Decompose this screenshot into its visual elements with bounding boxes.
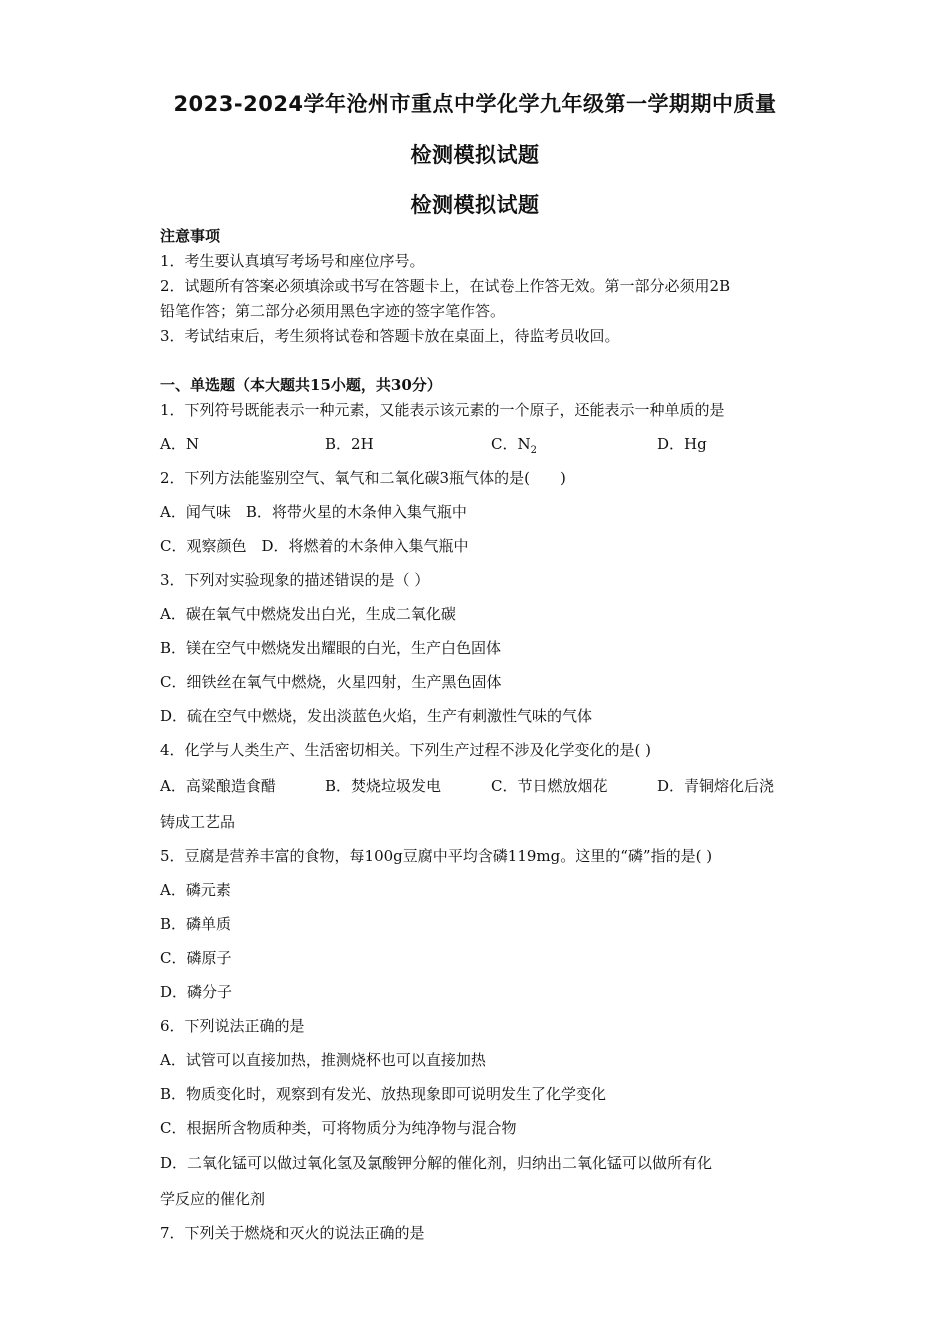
- q3-stem: 3．下列对实验现象的描述错误的是（ ）: [160, 571, 430, 589]
- exam-title-line-3: 检测模拟试题: [410, 193, 540, 217]
- q6-option-a: A．试管可以直接加热，推测烧杯也可以直接加热: [160, 1051, 486, 1069]
- q6-stem: 6．下列说法正确的是: [160, 1017, 305, 1035]
- notice-item-2: 2．试题所有答案必须填涂或书写在答题卡上，在试卷上作答无效。第一部分必须用2B: [160, 277, 731, 295]
- q4-option-d-cont: 铸成工艺品: [160, 813, 236, 831]
- q5-stem: 5．豆腐是营养丰富的食物，每100g豆腐中平均含磷119mg。这里的“磷”指的是( ): [160, 847, 713, 865]
- q6-option-d: D．二氧化锰可以做过氧化氢及氯酸钾分解的催化剂，归纳出二氧化锰可以做所有化: [160, 1154, 713, 1172]
- q1-option-a: A．N: [160, 435, 199, 453]
- q2-stem: 2．下列方法能鉴别空气、氧气和二氧化碳3瓶气体的是( ): [160, 469, 566, 487]
- q4-option-a: A．高粱酿造食醋: [160, 777, 276, 795]
- q1-option-b: B．2H: [325, 435, 374, 453]
- q1-option-c-text: C．N: [491, 435, 531, 453]
- q2-options-cd: C．观察颜色 D．将燃着的木条伸入集气瓶中: [160, 537, 469, 555]
- q3-option-c: C．细铁丝在氧气中燃烧，火星四射，生产黑色固体: [160, 673, 502, 691]
- q5-option-b: B．磷单质: [160, 915, 232, 933]
- q3-option-d: D．硫在空气中燃烧，发出淡蓝色火焰，生产有刺激性气味的气体: [160, 707, 593, 725]
- q4-option-c: C．节日燃放烟花: [491, 777, 608, 795]
- exam-title-line-1: 2023-2024学年沧州市重点中学化学九年级第一学期期中质量: [173, 92, 777, 116]
- q2-options-ab: A．闻气味 B．将带火星的木条伸入集气瓶中: [160, 503, 467, 521]
- notice-item-2-cont: 铅笔作答；第二部分必须用黑色字迹的签字笔作答。: [160, 302, 506, 320]
- exam-title-line-2: 检测模拟试题: [410, 143, 540, 167]
- q5-option-a: A．磷元素: [160, 881, 231, 899]
- q4-option-d: D．青铜熔化后浇: [657, 777, 775, 795]
- q1-stem: 1．下列符号既能表示一种元素，又能表示该元素的一个原子，还能表示一种单质的是: [160, 401, 725, 419]
- q6-option-b: B．物质变化时，观察到有发光、放热现象即可说明发生了化学变化: [160, 1085, 607, 1103]
- notice-item-3: 3．考试结束后，考生须将试卷和答题卡放在桌面上，待监考员收回。: [160, 327, 620, 345]
- q5-option-d: D．磷分子: [160, 983, 233, 1001]
- q6-option-d-cont: 学反应的催化剂: [160, 1190, 266, 1208]
- notice-heading: 注意事项: [160, 227, 221, 245]
- q6-option-c: C．根据所含物质种类，可将物质分为纯净物与混合物: [160, 1119, 517, 1137]
- q3-option-b: B．镁在空气中燃烧发出耀眼的白光，生产白色固体: [160, 639, 502, 657]
- q1-option-c: [491, 434, 537, 461]
- notice-item-1: 1．考生要认真填写考场号和座位序号。: [160, 252, 425, 270]
- q7-stem: 7．下列关于燃烧和灭火的说法正确的是: [160, 1224, 425, 1242]
- q3-option-a: A．碳在氧气中燃烧发出白光，生成二氧化碳: [160, 605, 456, 623]
- q1-option-c-subscript: 2: [530, 445, 537, 456]
- q1-option-d: D．Hg: [657, 435, 707, 453]
- q5-option-c: C．磷原子: [160, 949, 232, 967]
- q4-stem: 4．化学与人类生产、生活密切相关。下列生产过程不涉及化学变化的是( ): [160, 741, 652, 759]
- section-heading: 一、单选题（本大题共15小题，共30分）: [160, 376, 442, 394]
- q4-option-b: B．焚烧垃圾发电: [325, 777, 442, 795]
